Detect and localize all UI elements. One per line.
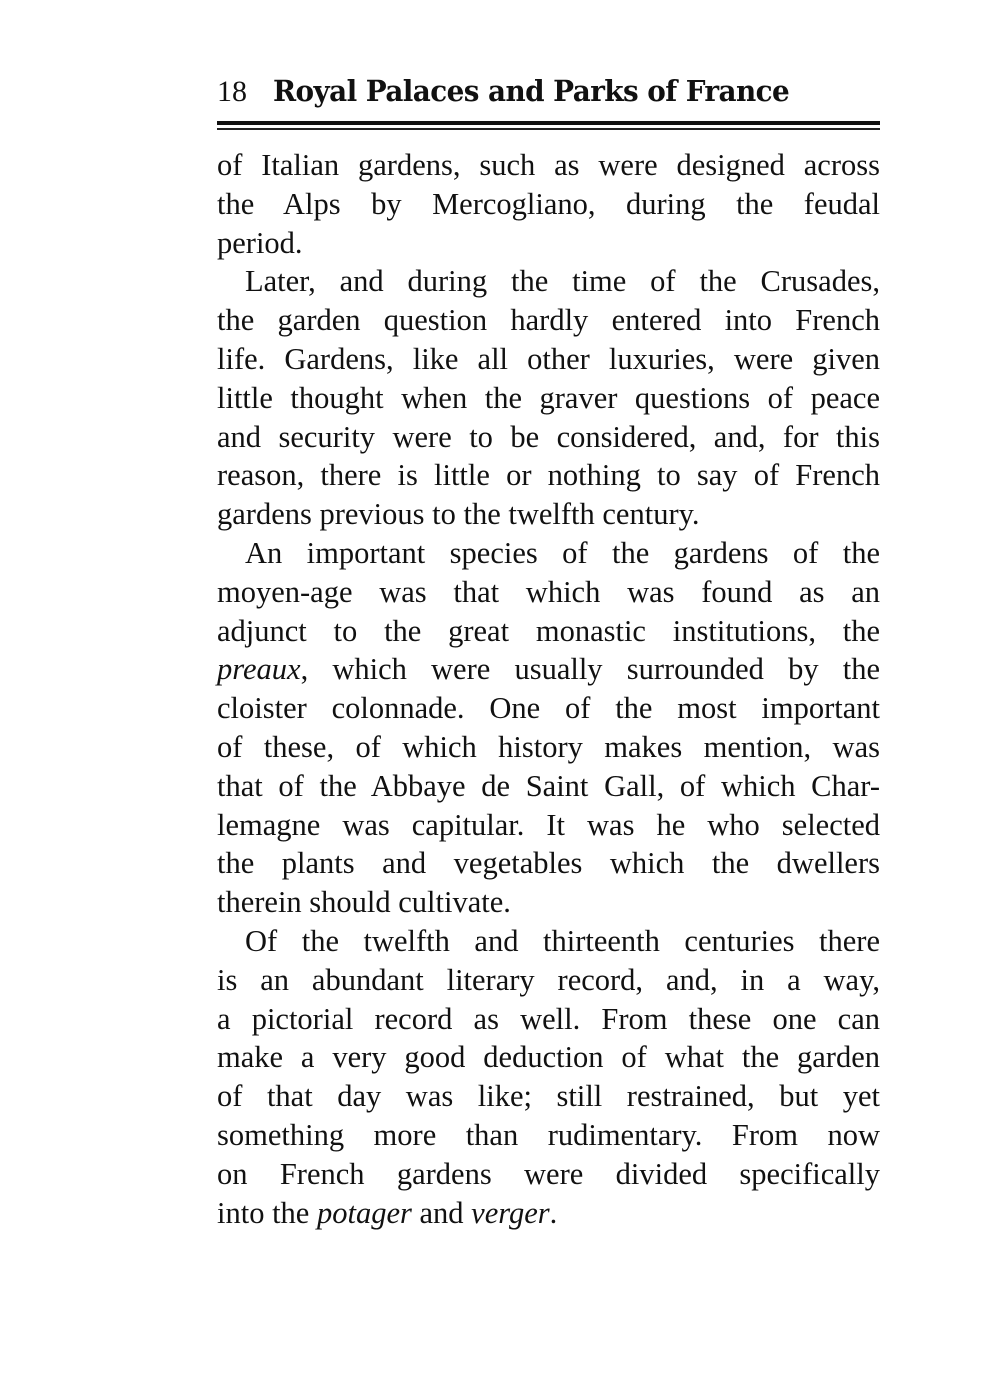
header-rule-thick: [217, 121, 880, 125]
text-segment: on French gardens were divided specifically: [217, 1156, 880, 1191]
text-segment: moyen-age was that which was found as an: [217, 574, 880, 609]
text-line: [217, 767, 880, 806]
text-line: [217, 1077, 880, 1116]
text-line: [217, 379, 880, 418]
running-title: Royal Palaces and Parks of France: [273, 74, 790, 108]
text-line: [217, 650, 880, 689]
text-line: [217, 883, 880, 922]
text-line: [217, 806, 880, 845]
text-segment: gardens previous to the twelfth century.: [217, 497, 700, 532]
text-line: [217, 728, 880, 767]
italic-term: preaux: [217, 652, 301, 687]
text-segment: make a very good deduction of what the garden: [217, 1040, 880, 1075]
text-segment: a pictorial record as well. From these one can: [217, 1001, 880, 1036]
text-segment: period.: [217, 225, 303, 260]
text-segment: little thought when the graver questions of peace: [217, 380, 880, 415]
text-segment: adjunct to the great monastic institutions, the: [217, 613, 880, 648]
text-line: [217, 495, 880, 534]
text-segment: Of the twelfth and thirteenth centuries there: [245, 923, 880, 958]
text-line: [217, 301, 880, 340]
text-line: [217, 612, 880, 651]
text-segment: , which were usually surrounded by the: [300, 652, 880, 687]
text-segment: and: [411, 1195, 472, 1230]
text-line: [217, 418, 880, 457]
text-line: [217, 573, 880, 612]
text-segment: the plants and vegetables which the dwellers: [217, 846, 880, 881]
running-header: [217, 74, 880, 114]
text-segment: cloister colonnade. One of the most important: [217, 691, 880, 726]
text-segment: of that day was like; still restrained, but yet: [217, 1079, 880, 1114]
text-line: [217, 224, 880, 263]
text-line: [217, 146, 880, 185]
text-segment: the Alps by Mercogliano, during the feudal: [217, 186, 880, 221]
text-segment: life. Gardens, like all other luxuries, were given: [217, 341, 880, 376]
text-segment: and security were to be considered, and, for this: [217, 419, 880, 454]
text-segment: reason, there is little or nothing to say of French: [217, 458, 880, 493]
text-line: [217, 340, 880, 379]
text-line: [217, 1194, 880, 1233]
text-segment: lemagne was capitular. It was he who selected: [217, 807, 880, 842]
text-line: [217, 1155, 880, 1194]
text-segment: something more than rudimentary. From now: [217, 1117, 880, 1152]
text-line: [217, 185, 880, 224]
text-segment: into the: [217, 1195, 317, 1230]
italic-term: verger: [471, 1195, 550, 1230]
text-line: [217, 922, 880, 961]
text-line: [217, 689, 880, 728]
text-line: [217, 456, 880, 495]
text-line: [217, 262, 880, 301]
text-segment: .: [549, 1195, 558, 1230]
body-text: [217, 146, 880, 1232]
text-segment: is an abundant literary record, and, in a way,: [217, 962, 880, 997]
italic-term: potager: [316, 1195, 412, 1230]
text-segment: An important species of the gardens of the: [245, 535, 880, 570]
text-segment: Later, and during the time of the Crusades,: [245, 264, 880, 299]
text-segment: that of the Abbaye de Saint Gall, of which Char-: [217, 768, 880, 803]
text-line: [217, 534, 880, 573]
text-line: [217, 1038, 880, 1077]
text-line: [217, 961, 880, 1000]
text-segment: of these, of which history makes mention, was: [217, 729, 880, 764]
text-line: [217, 1116, 880, 1155]
text-line: [217, 844, 880, 883]
text-segment: of Italian gardens, such as were designed across: [217, 148, 880, 182]
page-number: 18: [217, 75, 247, 108]
text-segment: the garden question hardly entered into French: [217, 303, 880, 338]
text-line: [217, 1000, 880, 1039]
header-rule-thin: [217, 128, 880, 130]
text-segment: therein should cultivate.: [217, 885, 511, 920]
